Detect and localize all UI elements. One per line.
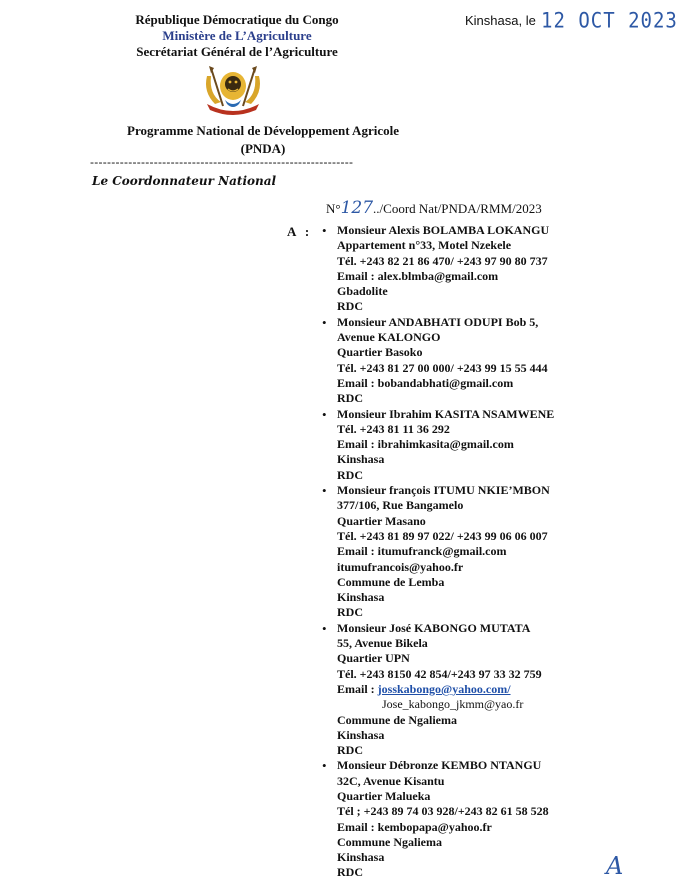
recipient-email-secondary: Jose_kabongo_jkmm@yao.fr [382, 697, 524, 712]
recipient-address: Avenue KALONGO [337, 330, 441, 345]
recipient-email-secondary: itumufrancois@yahoo.fr [337, 559, 464, 574]
recipient-quarter: Quartier Basoko [337, 345, 423, 360]
recipient-city: Kinshasa [337, 590, 385, 605]
recipient-email: Email : itumufranck@gmail.com [337, 544, 507, 559]
place-date-label: Kinshasa, le [465, 13, 536, 28]
recipient-list [320, 223, 610, 881]
recipient-item [320, 223, 610, 315]
recipient-country: RDC [337, 467, 363, 482]
recipient-address: 32C, Avenue Kisantu [337, 773, 445, 788]
reference-handwritten-number: 127 [340, 198, 374, 218]
recipient-item [320, 758, 610, 880]
letterhead-ministry: Ministère de L’Agriculture [162, 28, 312, 43]
letterhead-republic: République Démocratique du Congo [135, 12, 339, 27]
recipient-city: Kinshasa [337, 850, 385, 865]
handwritten-page-mark: A [606, 852, 624, 880]
recipient-phone: Tél. +243 81 89 97 022/ +243 99 06 06 007 [337, 528, 548, 543]
recipient-name: • Monsieur ANDABHATI ODUPI Bob 5, [337, 314, 539, 329]
recipient-item [320, 315, 610, 407]
coordinator-title: Le Coordonnateur National [92, 174, 277, 188]
reference-suffix: ../Coord Nat/PNDA/RMM/2023 [373, 201, 542, 216]
recipient-email: Email : bobandabhati@gmail.com [337, 375, 514, 390]
letterhead-secretariat: Secrétariat Général de l’Agriculture [136, 44, 338, 59]
recipient-item [320, 621, 610, 759]
recipient-email-link[interactable]: josskabongo@yahoo.com/ [377, 681, 511, 696]
recipient-quarter: Quartier Malueka [337, 788, 431, 803]
separator-line: -------------------------------------------------------------- [90, 155, 354, 169]
recipient-email: Email : ibrahimkasita@gmail.com [337, 437, 514, 452]
recipient-commune: Commune de Ngaliema [337, 712, 457, 727]
recipient-name: • Monsieur françois ITUMU NKIE’MBON [337, 483, 550, 498]
recipients-label: A : [287, 224, 313, 239]
recipient-country: RDC [337, 865, 363, 880]
recipient-email: Email : kembopapa@yahoo.fr [337, 819, 492, 834]
recipient-name: • Monsieur Ibrahim KASITA NSAMWENE [337, 406, 555, 421]
reference-prefix: N° [326, 201, 341, 216]
recipient-country: RDC [337, 391, 363, 406]
recipient-address: Appartement n°33, Motel Nzekele [337, 238, 512, 253]
recipient-city: Kinshasa [337, 727, 385, 742]
recipient-commune: Commune de Lemba [337, 574, 445, 589]
program-title: Programme National de Développement Agricole [127, 123, 399, 138]
recipient-phone: Tél. +243 81 27 00 000/ +243 99 15 55 444 [337, 360, 548, 375]
program-acronym: (PNDA) [240, 141, 286, 156]
recipient-phone: Tél. +243 81 11 36 292 [337, 421, 450, 436]
recipient-item [320, 483, 610, 621]
recipient-item [320, 407, 610, 483]
recipient-commune: Commune Ngaliema [337, 834, 442, 849]
recipient-phone: Tél ; +243 89 74 03 928/+243 82 61 58 528 [337, 804, 549, 819]
recipient-name: • Monsieur Débronze KEMBO NTANGU [337, 758, 542, 773]
recipient-country: RDC [337, 299, 363, 314]
recipient-email-row [337, 682, 610, 697]
recipient-address: 55, Avenue Bikela [337, 636, 428, 651]
recipient-country: RDC [337, 743, 363, 758]
recipient-quarter: Quartier UPN [337, 651, 410, 666]
recipient-phone: Tél. +243 8150 42 854/+243 97 33 32 759 [337, 666, 542, 681]
recipient-address: 377/106, Rue Bangamelo [337, 498, 464, 513]
recipient-city: Gbadolite [337, 284, 388, 299]
recipient-name: • Monsieur José KABONGO MUTATA [337, 620, 531, 635]
recipient-country: RDC [337, 605, 363, 620]
coat-of-arms-emblem [201, 64, 265, 116]
reference-number [326, 198, 542, 218]
date-stamp: 12 OCT 2023 [541, 8, 678, 34]
recipient-name: • Monsieur Alexis BOLAMBA LOKANGU [337, 223, 550, 237]
recipient-city: Kinshasa [337, 452, 385, 467]
recipient-email: Email : alex.blmba@gmail.com [337, 268, 499, 283]
recipient-quarter: Quartier Masano [337, 513, 426, 528]
recipient-email-label: Email : [337, 681, 378, 696]
recipient-phone: Tél. +243 82 21 86 470/ +243 97 90 80 737 [337, 253, 548, 268]
